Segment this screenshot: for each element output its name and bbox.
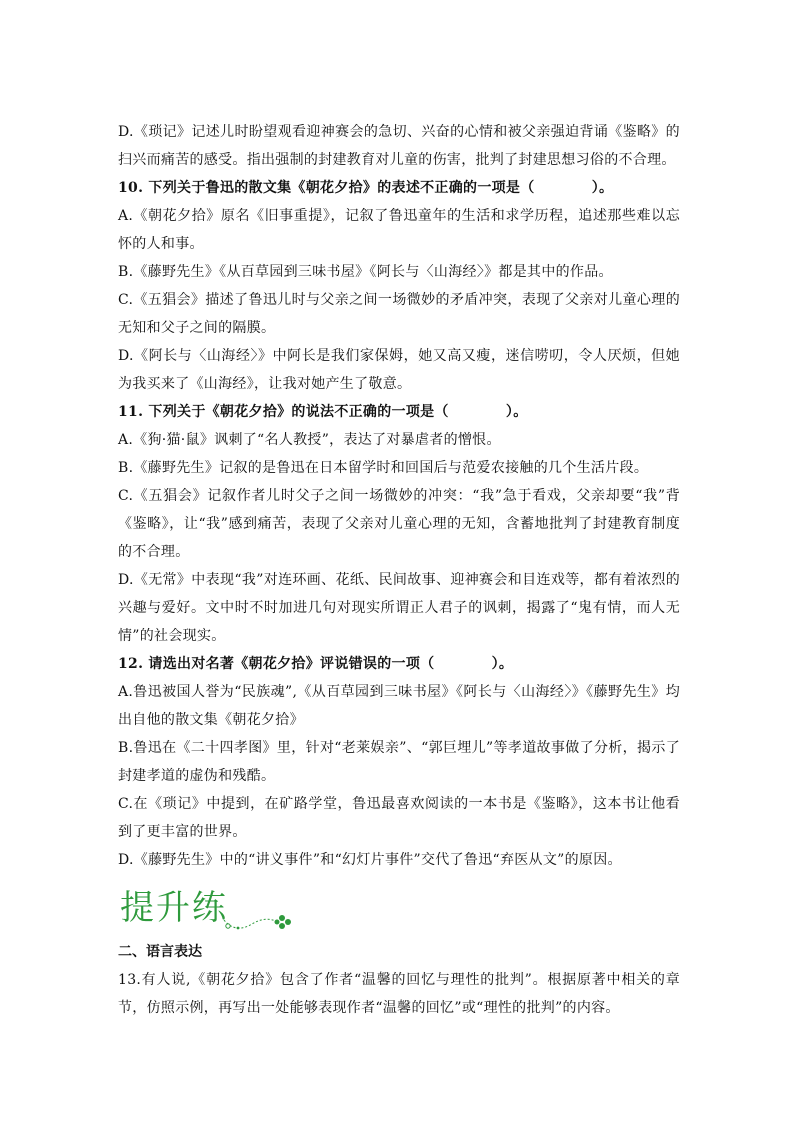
- question-12-option-d: D.《藤野先生》中的“讲义事件”和“幻灯片事件”交代了鲁迅“弃医从文”的原因。: [118, 852, 622, 868]
- clover-vine-icon: [222, 908, 292, 936]
- practice-banner: [118, 878, 680, 934]
- question-10-option-c: C.《五猖会》描述了鲁迅儿时与父亲之间一场微妙的矛盾冲突，表现了父亲对儿童心理的无知和父子之间的隔膜。: [118, 292, 680, 336]
- question-11-stem: 11. 下列关于《朝花夕拾》的说法不正确的一项是（ ）。: [118, 404, 528, 420]
- question-11-option-c: C.《五猖会》记叙作者儿时父子之间一场微妙的冲突：“我”急于看戏，父亲却要“我”背《鉴略》，让“我”感到痛苦，表现了父亲对儿童心理的无知，含蓄地批判了封建教育制度的不合理。: [118, 488, 680, 560]
- question-11-option-a: A.《狗·猫·鼠》讽刺了“名人教授”，表达了对暴虐者的憎恨。: [118, 432, 501, 448]
- document-page: [118, 118, 680, 1022]
- question-11-option-d: D.《无常》中表现“我”对连环画、花纸、民间故事、迎神赛会和目连戏等，都有着浓烈的兴趣与爱好。文中时不时加进几句对现实所谓正人君子的讽刺，揭露了“鬼有情，而人无情”的社会现实。: [118, 572, 680, 644]
- question-10-option-d: D.《阿长与〈山海经〉》中阿长是我们家保姆，她又高又瘦，迷信唠叨，令人厌烦，但她为我买来了《山海经》，让我对她产生了敬意。: [118, 348, 680, 392]
- question-11-option-b: B.《藤野先生》记叙的是鲁迅在日本留学时和回国后与范爱农接触的几个生活片段。: [118, 460, 649, 476]
- question-12-stem: 12. 请选出对名著《朝花夕拾》评说错误的一项（ ）。: [118, 656, 514, 672]
- question-12-option-a: A.鲁迅被国人誉为“民族魂”,《从百草园到三味书屋》《阿长与〈山海经〉》《藤野先生》均出自他的散文集《朝花夕拾》: [118, 684, 680, 728]
- question-9-option-d: D.《琐记》记述儿时盼望观看迎神赛会的急切、兴奋的心情和被父亲强迫背诵《鉴略》的扫兴而痛苦的感受。指出强制的封建教育对儿童的伤害，批判了封建思想习俗的不合理。: [118, 124, 680, 168]
- question-10-option-b: B.《藤野先生》《从百草园到三味书屋》《阿长与〈山海经〉》都是其中的作品。: [118, 264, 613, 280]
- question-10-option-a: A.《朝花夕拾》原名《旧事重提》，记叙了鲁迅童年的生活和求学历程，追述那些难以忘怀的人和事。: [118, 208, 680, 252]
- question-13: 13.有人说,《朝花夕拾》包含了作者“温馨的回忆与理性的批判”。根据原著中相关的章节，仿照示例，再写出一处能够表现作者“温馨的回忆”或“理性的批判”的内容。: [118, 972, 680, 1016]
- question-12-option-b: B.鲁迅在《二十四孝图》里，针对“老莱娱亲”、“郭巨埋儿”等孝道故事做了分析，揭示了封建孝道的虚伪和残酷。: [118, 740, 680, 784]
- banner-title: 提升练: [120, 888, 228, 928]
- question-12-option-c: C.在《琐记》中提到，在矿路学堂，鲁迅最喜欢阅读的一本书是《鉴略》，这本书让他看到了更丰富的世界。: [118, 796, 680, 840]
- question-10-stem: 10. 下列关于鲁迅的散文集《朝花夕拾》的表述不正确的一项是（ ）。: [118, 180, 614, 196]
- section-heading: 二、语言表达: [118, 944, 202, 960]
